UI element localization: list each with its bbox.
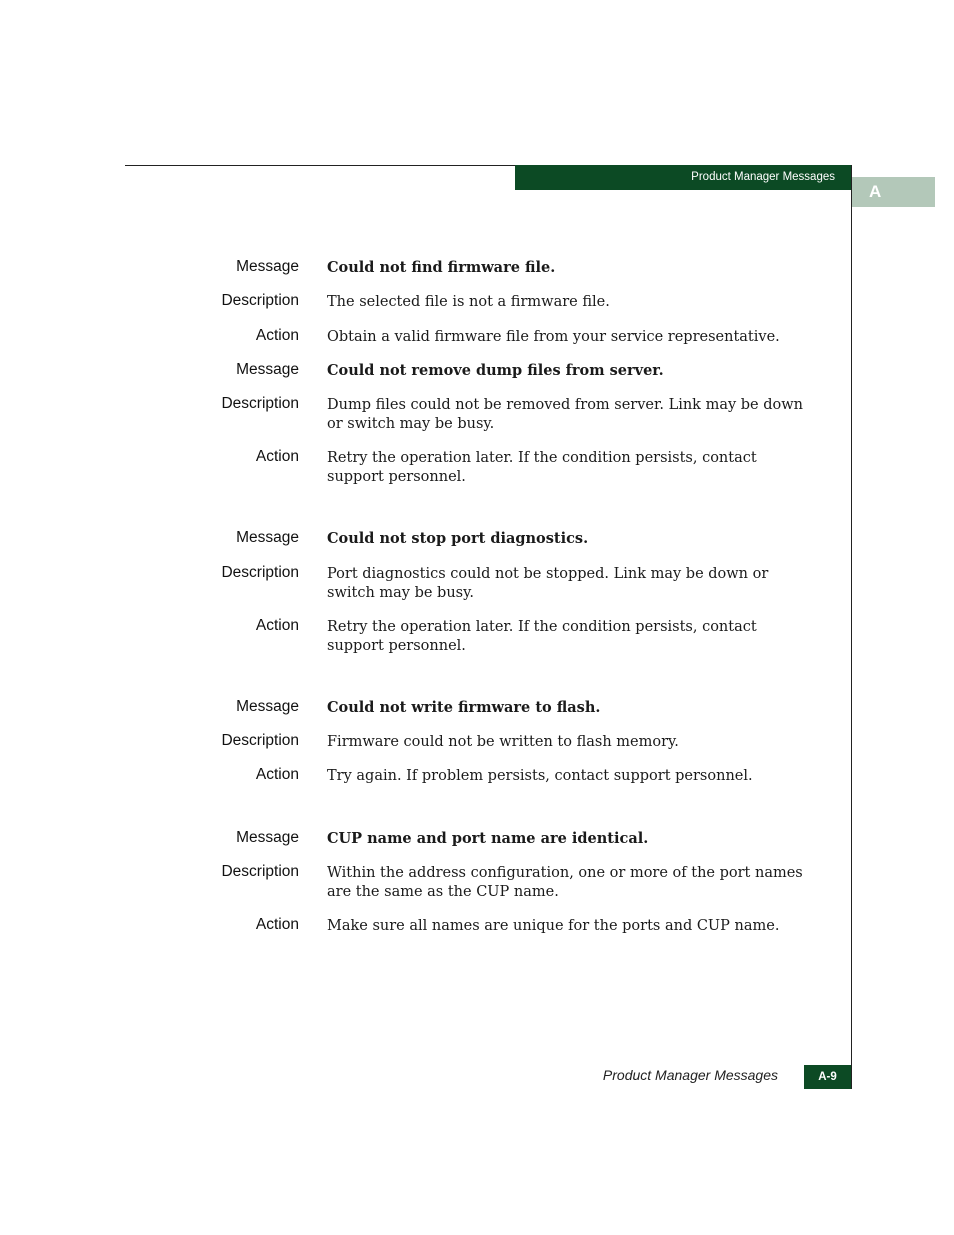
message-label: Message [236,361,299,378]
description-label: Description [221,292,299,309]
action-text: Obtain a valid firmware file from your service representative. [327,329,780,345]
action-label: Action [255,766,299,783]
footer-section-title: Product Manager Messages [602,1067,778,1083]
page-number: A-9 [818,1071,837,1083]
message-text: Could not stop port diagnostics. [327,530,589,547]
description-label: Description [221,732,299,749]
description-label: Description [221,863,299,880]
action-label: Action [255,617,299,634]
message-label: Message [236,698,299,715]
description-text: Firmware could not be written to flash memory. [327,734,679,750]
header-rule [125,165,515,166]
chapter-letter: A [869,182,882,201]
description-text: The selected file is not a firmware file. [327,294,610,310]
description-label: Description [221,395,299,412]
description-label: Description [221,564,299,581]
message-text: Could not write firmware to flash. [327,699,601,716]
action-text: Make sure all names are unique for the ports and CUP name. [327,918,780,934]
message-label: Message [236,529,299,546]
message-text: CUP name and port name are identical. [327,830,649,847]
message-label: Message [236,829,299,846]
chapter-tab [852,177,935,207]
message-label: Message [236,258,299,275]
action-text: Try again. If problem persists, contact support personnel. [327,768,753,784]
page-number-box [804,1065,851,1089]
message-text: Could not remove dump files from server. [327,362,664,379]
action-text: Retry the operation later. If the condition persists, contact support personnel. [327,450,757,485]
description-text: Dump files could not be removed from server. Link may be down or switch may be busy. [327,397,803,432]
description-text: Within the address configuration, one or more of the port names are the same as the CUP name. [327,865,803,900]
running-header [515,165,851,190]
action-label: Action [255,448,299,465]
message-text: Could not find firmware file. [327,259,556,276]
running-header-title: Product Manager Messages [691,171,835,183]
action-label: Action [255,327,299,344]
description-text: Port diagnostics could not be stopped. Link may be down or switch may be busy. [327,566,769,601]
action-label: Action [255,916,299,933]
action-text: Retry the operation later. If the condition persists, contact support personnel. [327,619,757,654]
margin-rule [851,165,852,1089]
